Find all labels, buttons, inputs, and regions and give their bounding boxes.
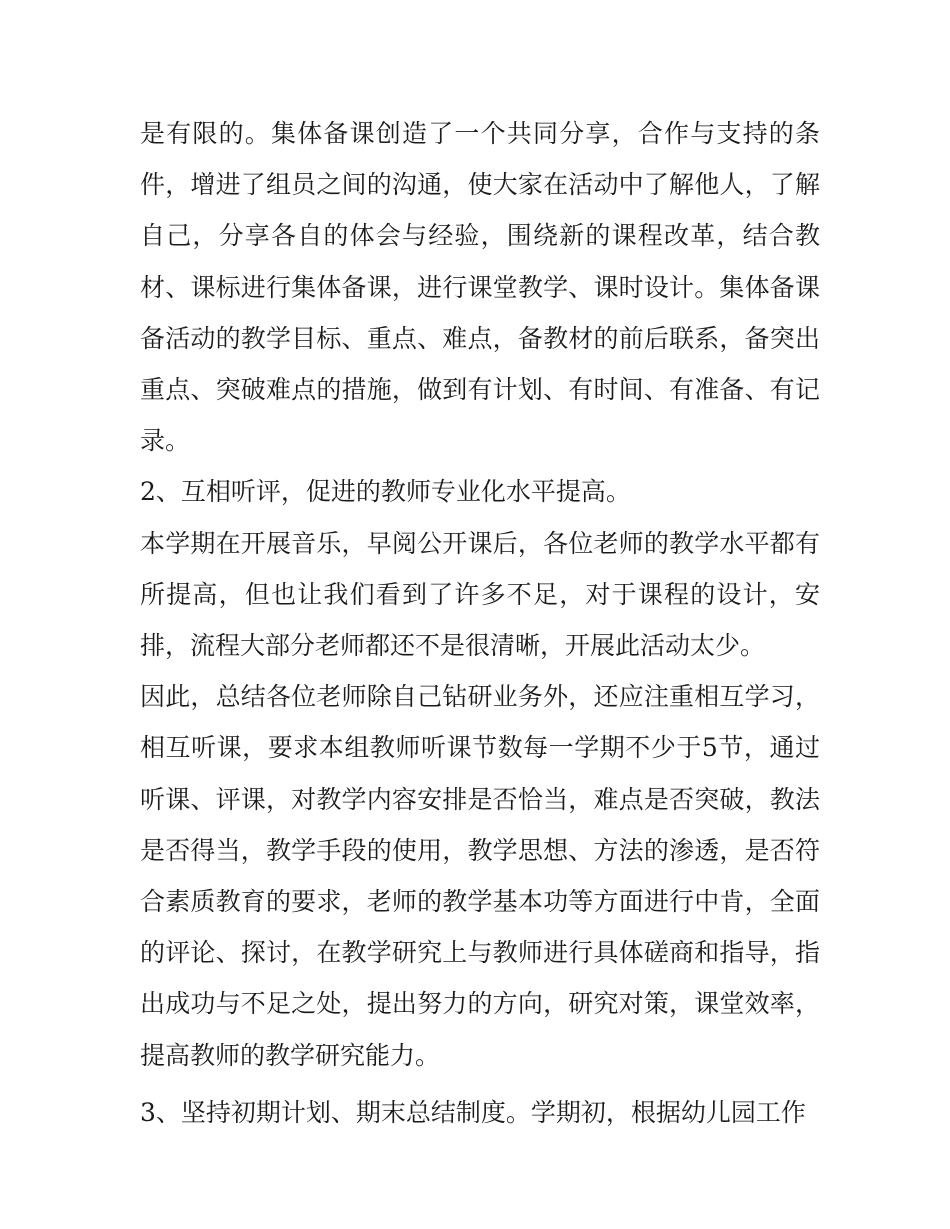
document-body [140,108,820,1138]
paragraph-mutual-learning: 因此，总结各位老师除自己钻研业务外，还应注重相互学习，相互听课，要求本组教师听课节数每一学期不少于5节，通过听课、评课，对教学内容安排是否恰当，难点是否突破，教法是否得当，教学手段的使用，教学思想、方法的渗透，是否符合素质教育的要求，老师的教学基本功等方面进行中肯，全面的评论、探讨，在教学研究上与教师进行具体磋商和指导，指出成功与不足之处，提出努力的方向，研究对策，课堂效率，提高教师的教学研究能力。 [140,682,820,1070]
paragraph-heading-plan-summary: 3、坚持初期计划、期末总结制度。学期初，根据幼儿园工作 [140,1097,806,1127]
paragraph-collective-lesson-prep: 是有限的。集体备课创造了一个共同分享，合作与支持的条件，增进了组员之间的沟通，使大家在活动中了解他人，了解自己，分享各自的体会与经验，围绕新的课程改革，结合教材、课标进行集体备课，进行课堂教学、课时设计。集体备课备活动的教学目标、重点、难点，备教材的前后联系，备突出重点、突破难点的措施，做到有计划、有时间、有准备、有记录。 [140,119,820,456]
paragraph-heading-peer-review: 2、互相听评，促进的教师专业化水平提高。 [140,477,631,507]
paragraph-open-class-review: 本学期在开展音乐，早阅公开课后，各位老师的教学水平都有所提高，但也让我们看到了许多不足，对于课程的设计，安排，流程大部分老师都还不是很清晰，开展此活动太少。 [140,528,820,661]
